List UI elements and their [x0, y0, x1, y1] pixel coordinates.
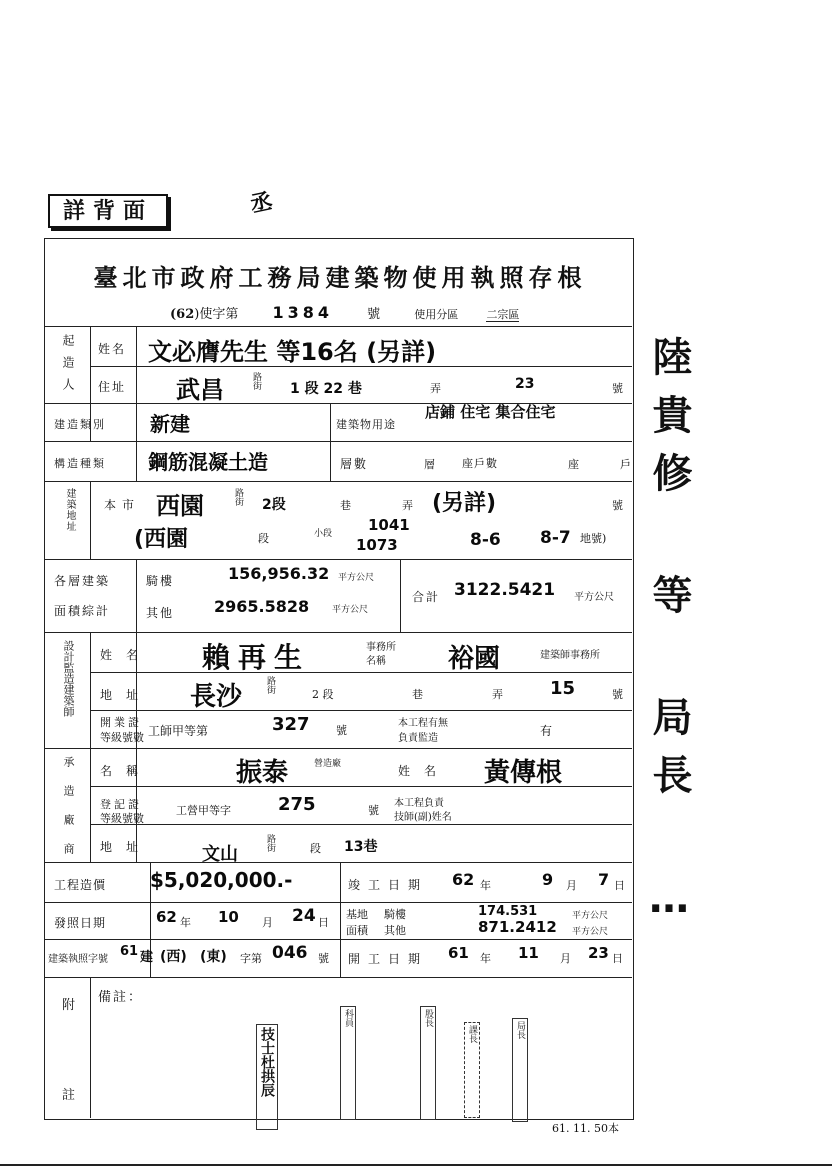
permit-mid: 字第	[240, 952, 262, 965]
base-other-value: 871.2412	[478, 918, 557, 936]
start-month: 11	[518, 944, 539, 962]
applicant-address-road: 路街	[251, 372, 261, 390]
issue-year-unit: 年	[180, 916, 191, 929]
area-main-label: 騎樓	[146, 574, 175, 588]
designer-cert-label-1: 開業證	[100, 716, 142, 729]
building-use-value: 店鋪 住宅 集合住宅	[425, 403, 556, 421]
site-lot-3: 8-6	[470, 530, 501, 550]
building-type-value: 新建	[150, 412, 190, 436]
permit-area-1: (西)	[160, 949, 187, 965]
designer-address-alley: 弄	[492, 688, 503, 701]
stamp-division-chief: 課長	[464, 1022, 480, 1118]
permit-area-2: (東)	[200, 949, 227, 965]
remark-label: 備註：	[98, 990, 144, 1005]
designer-office-suffix: 建築師事務所	[540, 650, 600, 661]
designer-office-label-2: 名稱	[366, 656, 386, 667]
notes-label-bottom: 註	[62, 1088, 78, 1103]
completion-year: 62	[452, 870, 475, 889]
base-other-unit: 平方公尺	[572, 927, 609, 937]
site-alley: 弄	[402, 499, 413, 512]
stamp-director: 局長	[512, 1018, 528, 1122]
zone-value: 二宗區	[486, 308, 520, 321]
floors-label: 層數	[340, 457, 369, 471]
designer-cert-value: 327	[272, 714, 310, 735]
corner-tag: 詳背面	[48, 194, 168, 228]
contractor-address-section: 段	[310, 842, 321, 855]
contractor-reg-label-2: 等級號數	[100, 812, 144, 825]
site-note: (另詳)	[432, 491, 497, 516]
base-other-label: 其他	[384, 924, 406, 937]
area-main-unit: 平方公尺	[338, 573, 375, 583]
permit-prefix: 建	[140, 950, 154, 965]
number-suffix: 號	[367, 307, 381, 322]
building-type-label: 建造類別	[54, 418, 106, 431]
issue-month: 10	[218, 908, 239, 926]
area-other-unit: 平方公尺	[332, 605, 369, 615]
permit-number-line	[170, 303, 519, 322]
area-total-unit: 平方公尺	[574, 592, 614, 603]
designer-address-road: 路街	[265, 676, 275, 694]
base-label-1: 基地	[346, 908, 368, 921]
designer-address-section: 2 段	[312, 688, 334, 701]
number-prefix: (62	[170, 307, 195, 322]
site-sub-label: 小段	[314, 529, 333, 539]
base-main-unit: 平方公尺	[572, 911, 609, 921]
applicant-address-hao: 號	[612, 382, 623, 395]
issue-month-unit: 月	[262, 916, 273, 929]
site-lot-suffix: 地號)	[580, 532, 607, 545]
completion-month: 9	[542, 870, 554, 889]
contractor-name-label: 名稱	[100, 764, 153, 778]
contractor-group-label: 承造廠商	[62, 756, 75, 872]
site-city: 本市	[104, 498, 141, 512]
completion-day-unit: 日	[614, 879, 625, 892]
designer-cert-suffix: 號	[336, 724, 347, 737]
area-group-label-2: 面積綜計	[54, 604, 111, 618]
floors-unit: 層	[424, 458, 435, 471]
cost-label: 工程造價	[54, 878, 107, 892]
contractor-engineer-label-1: 本工程負責	[394, 798, 444, 809]
issue-label: 發照日期	[54, 916, 107, 930]
site-group-label: 建築地址	[64, 488, 75, 532]
site-lot-4: 8-7	[540, 528, 571, 548]
start-year: 61	[448, 944, 469, 962]
designer-name-value: 賴再生	[202, 641, 311, 674]
applicant-address-section: 1 段 22 巷	[290, 381, 362, 397]
stamp-section-chief: 股長	[420, 1006, 436, 1120]
applicant-address-no: 23	[515, 376, 535, 392]
side-stamp-text: 陸貴修 等 局長 …	[646, 336, 692, 940]
contractor-address-lane: 13巷	[344, 839, 378, 855]
applicant-name-label: 姓名	[98, 342, 127, 356]
completion-label: 竣工日期	[348, 878, 429, 892]
start-day-unit: 日	[612, 952, 623, 965]
permit-hao: 號	[318, 952, 329, 965]
base-main-label: 騎樓	[384, 908, 406, 921]
permit-label: 建築執照字號	[48, 954, 108, 965]
base-label-2: 面積	[346, 924, 368, 937]
structure-label: 構造種類	[54, 457, 106, 470]
start-month-unit: 月	[560, 952, 571, 965]
notes-label-top: 附	[62, 998, 78, 1013]
contractor-person-label: 姓名	[398, 764, 451, 778]
issue-day: 24	[292, 906, 316, 926]
designer-group-label: 設計監造建築師	[62, 640, 75, 717]
applicant-address-value: 武昌	[176, 376, 224, 404]
start-year-unit: 年	[480, 952, 491, 965]
units-unit2: 戶	[620, 458, 631, 471]
area-other-value: 2965.5828	[214, 597, 310, 616]
contractor-reg-suffix: 號	[368, 804, 379, 817]
structure-value: 鋼筋混凝土造	[148, 450, 268, 474]
number-mid: )使字第	[194, 307, 239, 322]
contractor-reg-label-1: 登記證	[100, 798, 142, 811]
site-road-suffix: 路街	[233, 488, 243, 506]
stamp-clerk: 科員	[340, 1006, 356, 1120]
contractor-address-value: 文山	[202, 844, 238, 865]
permit-year: 61	[120, 944, 139, 959]
designer-supervisor-label-1: 本工程有無	[398, 718, 448, 729]
contractor-address-road: 路街	[265, 834, 275, 852]
zone-label: 使用分區	[414, 308, 459, 321]
designer-cert-prefix: 工師甲等第	[148, 724, 209, 738]
designer-address-value: 長沙	[190, 682, 243, 712]
units-unit: 座	[568, 458, 579, 471]
base-main-value: 174.531	[478, 904, 538, 919]
applicant-address-lane: 弄	[430, 382, 441, 395]
designer-office-value: 裕國	[448, 644, 501, 674]
contractor-reg-prefix: 工營甲等字	[176, 804, 231, 817]
issue-day-unit: 日	[318, 916, 329, 929]
completion-month-unit: 月	[566, 879, 577, 892]
designer-address-label: 地址	[100, 688, 153, 702]
designer-supervisor-label-2: 負責監造	[398, 733, 438, 744]
designer-address-no: 15	[550, 678, 576, 699]
header-mark: 丞	[248, 188, 275, 218]
site-lot-2: 1073	[356, 536, 398, 554]
scan-bottom-line	[0, 1164, 832, 1166]
contractor-address-label: 地址	[100, 840, 153, 854]
designer-supervisor-value: 有	[540, 724, 553, 738]
area-total-value: 3122.5421	[454, 580, 556, 600]
contractor-reg-value: 275	[278, 794, 316, 815]
site-section: 2段	[262, 497, 286, 513]
contractor-person-value: 黃傳根	[484, 758, 563, 788]
site-hao: 號	[612, 499, 623, 512]
site-lot-1: 1041	[368, 516, 410, 534]
designer-name-label: 姓名	[100, 648, 153, 662]
units-label: 座戶數	[462, 457, 498, 470]
permit-value: 046	[272, 943, 308, 963]
designer-office-label-1: 事務所	[366, 642, 396, 653]
completion-day: 7	[598, 870, 610, 889]
site-lane: 巷	[340, 499, 351, 512]
stamp-technician: 技士杜拱辰	[256, 1024, 278, 1130]
designer-address-hao: 號	[612, 688, 623, 701]
issue-year: 62	[156, 908, 177, 926]
form-title: 臺北市政府工務局建築物使用執照存根	[93, 263, 587, 292]
contractor-engineer-label-2: 技師(副)姓名	[394, 812, 452, 823]
area-group-label-1: 各層建築	[54, 574, 111, 588]
applicant-group-label: 起造人	[61, 334, 75, 400]
designer-address-lane: 巷	[412, 688, 423, 701]
number-value: 1384	[272, 303, 333, 322]
area-other-label: 其他	[146, 606, 175, 620]
form-footer: 61. 11. 50本	[552, 1122, 619, 1135]
area-total-label: 合計	[412, 590, 441, 604]
cost-value: $5,020,000.-	[150, 868, 293, 892]
site-district: (西園	[134, 527, 189, 552]
contractor-name-value: 振泰	[236, 758, 289, 788]
site-seg-label: 段	[258, 532, 269, 545]
start-label: 開工日期	[348, 952, 429, 966]
building-use-label: 建築物用途	[336, 418, 396, 431]
contractor-name-suffix: 營造廠	[314, 759, 342, 769]
area-main-value: 156,956.32	[228, 564, 330, 583]
completion-year-unit: 年	[480, 879, 491, 892]
start-day: 23	[588, 944, 609, 962]
applicant-name-value: 文必膺先生 等16名 (另詳)	[148, 338, 437, 366]
applicant-address-label: 住址	[98, 380, 127, 394]
designer-cert-label-2: 等級號數	[100, 731, 144, 744]
site-road: 西園	[156, 492, 204, 520]
